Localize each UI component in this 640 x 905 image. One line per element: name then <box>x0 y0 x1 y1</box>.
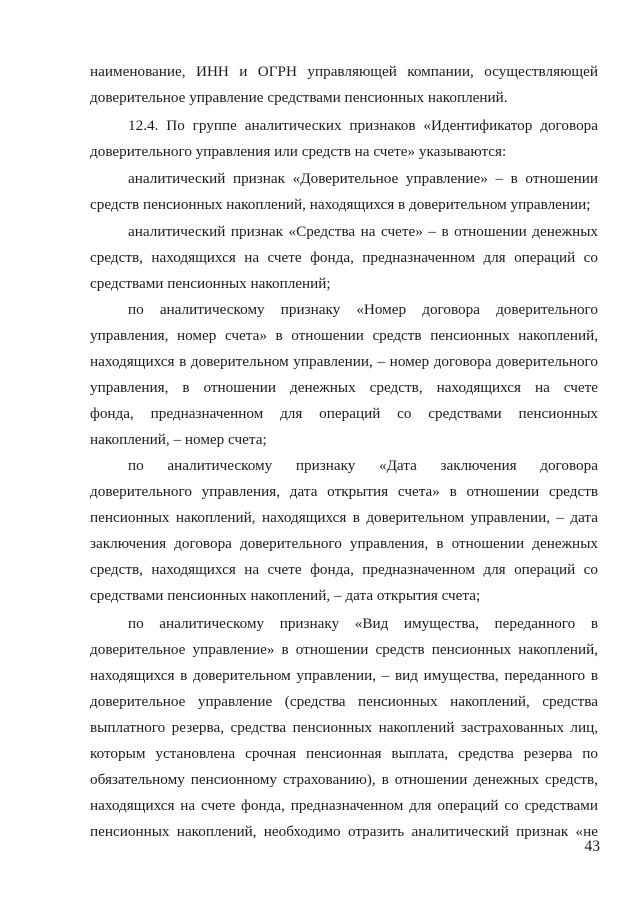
text-line: средствами пенсионных накоплений; <box>90 275 331 292</box>
text-line: доверительное управление» в отношении средств пенсионных накоплений, <box>90 641 598 658</box>
text-line: заключения договора доверительного управления, в отношении денежных <box>90 535 598 552</box>
text-line: управления, в отношении денежных средств, находящихся на счете <box>90 379 598 396</box>
text-line: находящихся в доверительном управлении, – вид имущества, переданного в <box>90 667 598 684</box>
text-line: по аналитическому признаку «Номер договора доверительного <box>128 301 598 318</box>
text-line: по аналитическому признаку «Вид имущества, переданного в <box>128 615 598 632</box>
text-line: доверительного управления или средств на счете» указываются: <box>90 143 507 160</box>
text-line: выплатного резерва, средства пенсионных накоплений застрахованных лиц, <box>90 719 598 736</box>
text-line: находящихся на счете фонда, предназначенном для операций со средствами <box>90 797 598 814</box>
text-line: наименование, ИНН и ОГРН управляющей компании, осуществляющей <box>90 63 598 80</box>
paragraph-heading-12-4: 12.4. По группе аналитических признаков «Идентификатор договора <box>128 117 598 134</box>
text-line: управления, номер счета» в отношении средств пенсионных накоплений, <box>90 327 598 344</box>
text-line: доверительное управление (средства пенсионных накоплений, средства <box>90 693 598 710</box>
text-line: средств пенсионных накоплений, находящихся в доверительном управлении; <box>90 196 591 213</box>
text-line: пенсионных накоплений, необходимо отразить аналитический признак «не <box>90 823 598 840</box>
text-line: средствами пенсионных накоплений, – дата открытия счета; <box>90 587 481 604</box>
text-line: накоплений, – номер счета; <box>90 431 267 448</box>
text-line: доверительное управление средствами пенсионных накоплений. <box>90 89 508 106</box>
text-line: средств, находящихся на счете фонда, предназначенном для операций со <box>90 249 598 266</box>
text-line: средств, находящихся на счете фонда, предназначенном для операций со <box>90 561 598 578</box>
text-line: которым установлена срочная пенсионная выплата, средства резерва по <box>90 745 598 762</box>
text-line: по аналитическому признаку «Дата заключения договора <box>128 457 598 474</box>
text-line: фонда, предназначенном для операций со средствами пенсионных <box>90 405 598 422</box>
text-line: доверительного управления, дата открытия счета» в отношении средств <box>90 483 598 500</box>
page-number: 43 <box>584 838 600 855</box>
text-line: аналитический признак «Средства на счете» – в отношении денежных <box>128 223 598 240</box>
text-line: аналитический признак «Доверительное управление» – в отношении <box>128 170 598 187</box>
text-line: пенсионных накоплений, находящихся в доверительном управлении, – дата <box>90 509 598 526</box>
text-line: обязательному пенсионному страхованию), в отношении денежных средств, <box>90 771 598 788</box>
text-line: находящихся в доверительном управлении, – номер договора доверительного <box>90 353 598 370</box>
